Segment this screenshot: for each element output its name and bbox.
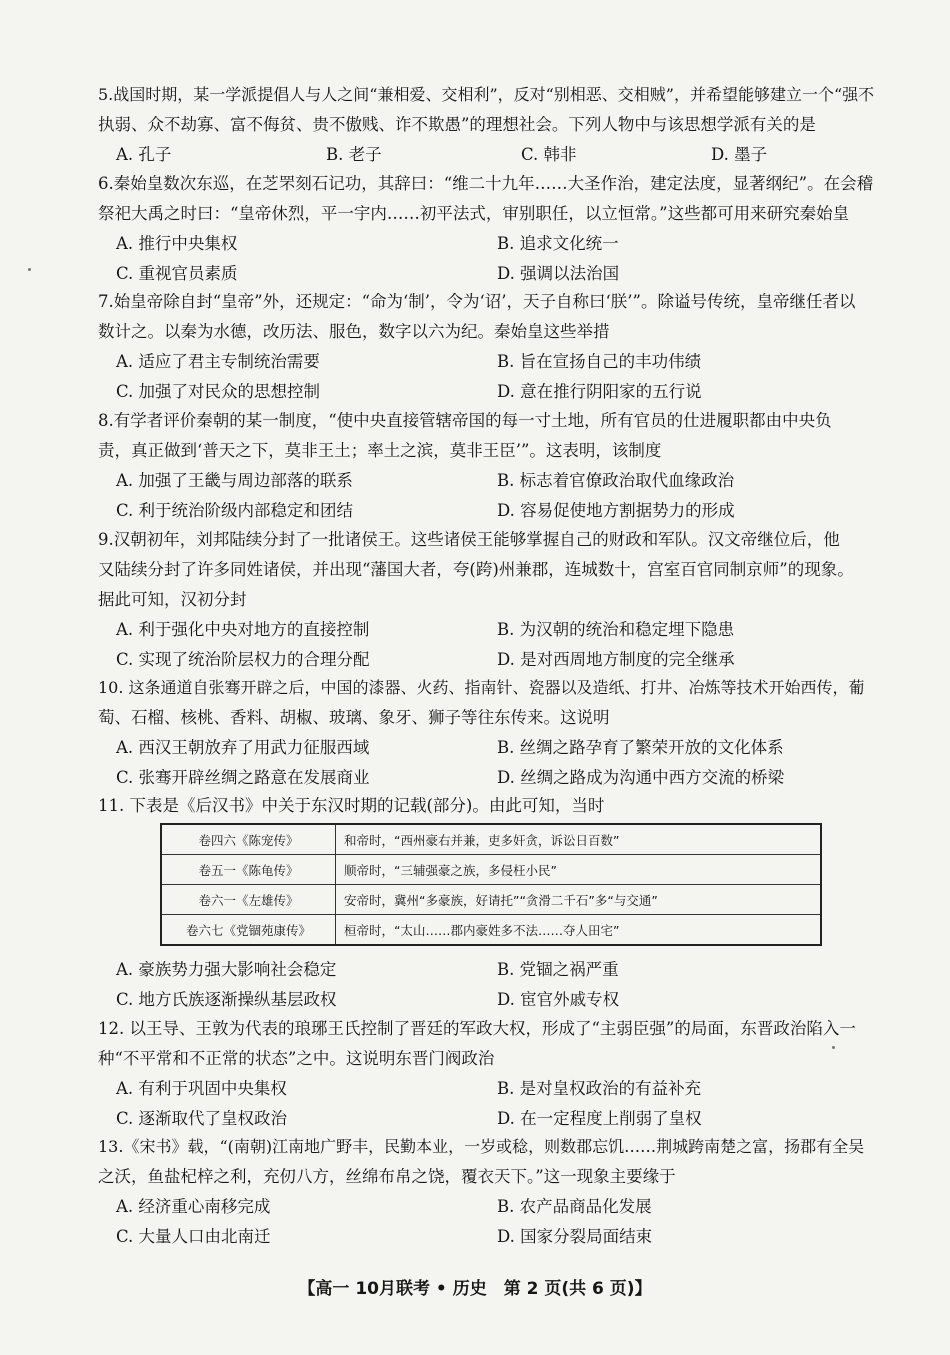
stem-line: 7.始皇帝除自封“皇帝”外，还规定：“命为‘制’，令为‘诏’，天子自称曰‘朕’”。除谥号传统，皇帝继任者以 <box>98 292 856 311</box>
options-row <box>98 985 878 1015</box>
question-stem <box>98 169 878 229</box>
table-row <box>161 885 821 915</box>
option-a[interactable]: A. 利于强化中央对地方的直接控制 <box>116 620 370 639</box>
question-9 <box>98 525 878 675</box>
table-cell-record: 顺帝时，“三辅强豪之族，多侵枉小民” <box>336 855 822 885</box>
option-d[interactable]: D. 容易促使地方割据势力的形成 <box>497 501 735 520</box>
option-a[interactable]: A. 孔子 <box>116 145 172 164</box>
option-b[interactable]: B. 追求文化统一 <box>497 234 619 253</box>
option-d[interactable]: D. 在一定程度上削弱了皇权 <box>497 1109 702 1128</box>
question-stem <box>98 1014 878 1074</box>
stem-line: 祭祀大禹之时曰：“皇帝休烈，平一宇内……初平法式，审别职任，以立恒常。”这些都可用来研究秦始皇 <box>98 204 850 223</box>
option-c[interactable]: C. 利于统治阶级内部稳定和团结 <box>116 501 354 520</box>
option-d[interactable]: D. 强调以法治国 <box>497 264 620 283</box>
options-row <box>98 615 878 645</box>
table-cell-source: 卷五一《陈龟传》 <box>161 855 336 885</box>
option-b[interactable]: B. 丝绸之路孕育了繁荣开放的文化体系 <box>497 738 784 757</box>
question-stem <box>98 406 878 466</box>
option-b[interactable]: B. 农产品商品化发展 <box>497 1197 652 1216</box>
stem-line: 11. 下表是《后汉书》中关于东汉时期的记载(部分)。由此可知，当时 <box>98 796 605 815</box>
history-table <box>160 823 822 946</box>
option-b[interactable]: B. 为汉朝的统治和稳定埋下隐患 <box>497 620 735 639</box>
stem-line: 执弱、众不劫寡、富不侮贫、贵不傲贱、诈不欺愚”的理想社会。下列人物中与该思想学派有关的是 <box>98 115 816 134</box>
table-cell-record: 和帝时，“西州豪右并兼，吏多奸贪，诉讼日百数” <box>336 824 822 855</box>
stem-line: 数计之。以秦为水德，改历法、服色，数字以六为纪。秦始皇这些举措 <box>98 322 610 341</box>
question-stem <box>98 80 878 140</box>
option-b[interactable]: B. 党锢之祸严重 <box>497 960 619 979</box>
options-row <box>98 645 878 675</box>
question-7 <box>98 287 878 407</box>
option-c[interactable]: C. 重视官员素质 <box>116 264 238 283</box>
option-d[interactable]: D. 墨子 <box>711 145 768 164</box>
option-c[interactable]: C. 张骞开辟丝绸之路意在发展商业 <box>116 768 370 787</box>
question-stem <box>98 525 878 615</box>
options-row <box>98 1074 878 1104</box>
stem-line: 种“不平常和不正常的状态”之中。这说明东晋门阀政治 <box>98 1049 495 1068</box>
options-row <box>98 377 878 407</box>
stem-line: 9.汉朝初年，刘邦陆续分封了一批诸侯王。这些诸侯王能够掌握自己的财政和军队。汉文帝继位后，他 <box>98 530 840 549</box>
table-row <box>161 915 821 946</box>
stem-line: 责，真正做到‘普天之下，莫非王土；率土之滨，莫非王臣’”。这表明，该制度 <box>98 441 662 460</box>
option-a[interactable]: A. 豪族势力强大影响社会稳定 <box>116 960 337 979</box>
option-c[interactable]: C. 逐渐取代了皇权政治 <box>116 1109 288 1128</box>
option-d[interactable]: D. 丝绸之路成为沟通中西方交流的桥梁 <box>497 768 785 787</box>
options-row <box>98 229 878 259</box>
option-a[interactable]: A. 有利于巩固中央集权 <box>116 1079 287 1098</box>
question-stem <box>98 287 878 347</box>
options-row <box>98 259 878 289</box>
option-c[interactable]: C. 韩非 <box>521 145 577 164</box>
options-row <box>98 347 878 377</box>
options-row <box>98 955 878 985</box>
stem-line: 据此可知，汉初分封 <box>98 590 247 609</box>
stem-line: 萄、石榴、核桃、香料、胡椒、玻璃、象牙、狮子等往东传来。这说明 <box>98 708 610 727</box>
options-row <box>98 140 878 170</box>
scan-speck <box>832 1046 835 1049</box>
table-row <box>161 855 821 885</box>
stem-line: 12. 以王导、王敦为代表的琅琊王氏控制了晋廷的军政大权，形成了“主弱臣强”的局面，东晋政治陷入一 <box>98 1019 856 1038</box>
option-c[interactable]: C. 加强了对民众的思想控制 <box>116 382 321 401</box>
stem-line: 5.战国时期，某一学派提倡人与人之间“兼相爱、交相利”，反对“别相恶、交相贼”，并希望能够建立一个“强不 <box>98 85 875 104</box>
option-d[interactable]: D. 意在推行阴阳家的五行说 <box>497 382 702 401</box>
options-row <box>98 466 878 496</box>
option-a[interactable]: A. 加强了王畿与周边部落的联系 <box>116 471 353 490</box>
stem-line: 13.《宋书》载，“(南朝)江南地广野丰，民勤本业，一岁或稔，则数郡忘饥……荆城跨南楚之富，扬郡有全吴 <box>98 1137 865 1156</box>
stem-line: 10. 这条通道自张骞开辟之后，中国的漆器、火药、指南针、瓷器以及造纸、打井、冶炼等技术开始西传，葡 <box>98 678 865 697</box>
question-6 <box>98 169 878 289</box>
option-b[interactable]: B. 旨在宣扬自己的丰功伟绩 <box>497 352 702 371</box>
option-c[interactable]: C. 大量人口由北南迁 <box>116 1227 271 1246</box>
options-row <box>98 763 878 793</box>
question-5 <box>98 80 878 170</box>
page-footer: 【高一 10月联考 • 历史 第 2 页(共 6 页)】 <box>298 1279 652 1299</box>
option-a[interactable]: A. 经济重心南移完成 <box>116 1197 271 1216</box>
question-stem <box>98 1132 878 1192</box>
option-d[interactable]: D. 宦官外戚专权 <box>497 990 620 1009</box>
question-10 <box>98 673 878 793</box>
question-11-options <box>98 955 878 1015</box>
table-cell-record: 安帝时，冀州“多豪族，好请托”“贪滑二千石”多“与交通” <box>336 885 822 915</box>
option-d[interactable]: D. 国家分裂局面结束 <box>497 1227 653 1246</box>
option-a[interactable]: A. 适应了君主专制统治需要 <box>116 352 320 371</box>
option-c[interactable]: C. 地方氏族逐渐操纵基层政权 <box>116 990 337 1009</box>
question-stem <box>98 673 878 733</box>
question-13 <box>98 1132 878 1252</box>
stem-line: 6.秦始皇数次东巡，在芝罘刻石记功，其辞曰：“维二十九年……大圣作治，建定法度，显著纲纪”。在会稽 <box>98 174 874 193</box>
table-row <box>161 824 821 855</box>
table-cell-record: 桓帝时，“太山……郡内豪姓多不法……夺人田宅” <box>336 915 822 946</box>
stem-line: 又陆续分封了许多同姓诸侯，并出现“藩国大者，夸(跨)州兼郡，连城数十，宫室百官同制京师”的现象。 <box>98 560 854 579</box>
stem-line: 8.有学者评价秦朝的某一制度，“使中央直接管辖帝国的每一寸土地，所有官员的仕进履职都由中央负 <box>98 411 832 430</box>
option-c[interactable]: C. 实现了统治阶层权力的合理分配 <box>116 650 370 669</box>
table-cell-source: 卷四六《陈宠传》 <box>161 824 336 855</box>
question-11 <box>98 791 878 821</box>
table-cell-source: 卷六七《党锢苑康传》 <box>161 915 336 946</box>
options-row <box>98 1192 878 1222</box>
question-8 <box>98 406 878 526</box>
options-row <box>98 733 878 763</box>
options-row <box>98 1104 878 1134</box>
scan-speck <box>28 268 31 271</box>
question-stem <box>98 791 878 821</box>
stem-line: 之沃，鱼盐杞梓之利，充仞八方，丝绵布帛之饶，覆衣天下。”这一现象主要缘于 <box>98 1167 676 1186</box>
option-d[interactable]: D. 是对西周地方制度的完全继承 <box>497 650 735 669</box>
options-row <box>98 496 878 526</box>
table-cell-source: 卷六一《左雄传》 <box>161 885 336 915</box>
option-a[interactable]: A. 西汉王朝放弃了用武力征服西域 <box>116 738 370 757</box>
option-a[interactable]: A. 推行中央集权 <box>116 234 238 253</box>
question-12 <box>98 1014 878 1134</box>
option-b[interactable]: B. 标志着官僚政治取代血缘政治 <box>497 471 735 490</box>
option-b[interactable]: B. 老子 <box>326 145 382 164</box>
option-b[interactable]: B. 是对皇权政治的有益补充 <box>497 1079 702 1098</box>
options-row <box>98 1222 878 1252</box>
